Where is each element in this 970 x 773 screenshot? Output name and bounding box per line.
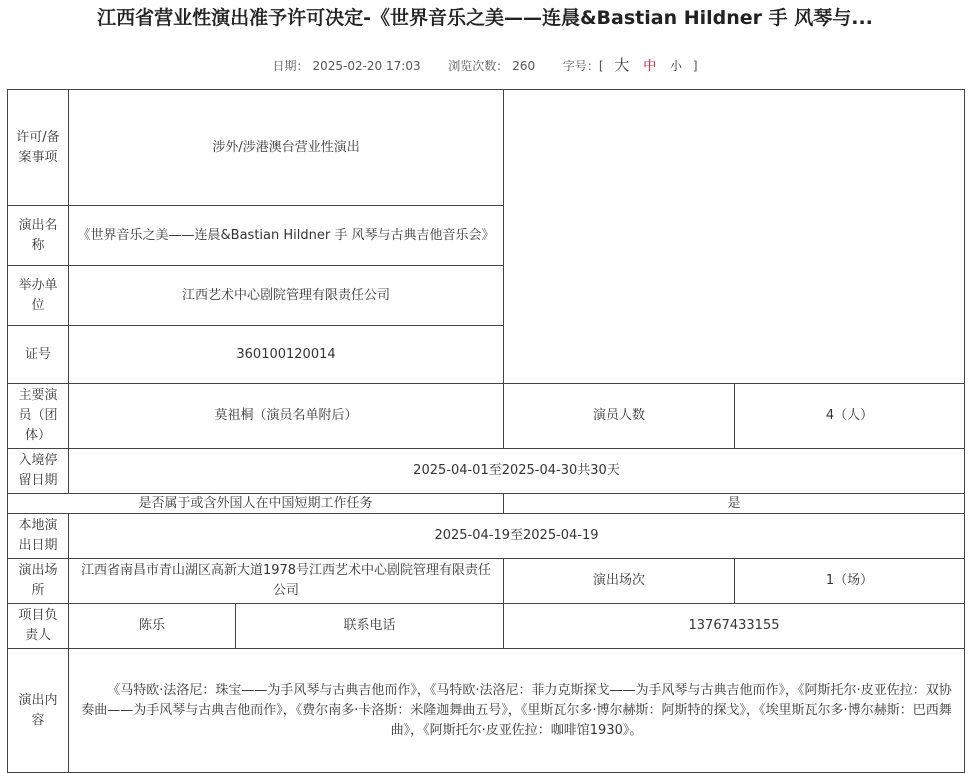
project-lead-value: 陈乐 bbox=[69, 604, 236, 649]
performer-count-value: 4（人） bbox=[735, 384, 965, 449]
table-row bbox=[8, 384, 965, 449]
organizer-value: 江西艺术中心剧院管理有限责任公司 bbox=[69, 266, 504, 326]
stay-period-label: 入境停留日期 bbox=[8, 449, 69, 494]
project-lead-label: 项目负责人 bbox=[8, 604, 69, 649]
certificate-value: 360100120014 bbox=[69, 326, 504, 384]
font-size-small-button[interactable]: 小 bbox=[670, 59, 683, 73]
organizer-label: 举办单位 bbox=[8, 266, 69, 326]
local-dates-value: 2025-04-19至2025-04-19 bbox=[69, 514, 965, 559]
permit-item-label: 许可/备案事项 bbox=[8, 90, 69, 206]
main-performers-label: 主要演员（团体） bbox=[8, 384, 69, 449]
performer-count-label: 演员人数 bbox=[504, 384, 735, 449]
table-row bbox=[8, 514, 965, 559]
main-performers-value: 莫祖桐（演员名单附后） bbox=[69, 384, 504, 449]
date-value: 2025-02-20 17:03 bbox=[312, 59, 421, 73]
show-count-label: 演出场次 bbox=[504, 559, 735, 604]
table-row bbox=[8, 604, 965, 649]
page-title: 江西省营业性演出准予许可决定-《世界音乐之美——连晨&Bastian Hildner 手 风琴与... bbox=[97, 7, 873, 29]
article-meta bbox=[0, 52, 970, 78]
font-size-label: 字号：[ bbox=[562, 59, 604, 73]
table-row bbox=[8, 494, 965, 514]
show-name-value: 《世界音乐之美——连晨&Bastian Hildner 手 风琴与古典吉他音乐会》 bbox=[69, 206, 504, 266]
content-label: 演出内容 bbox=[8, 649, 69, 773]
date-label: 日期： bbox=[272, 59, 309, 73]
font-size-close: ] bbox=[692, 59, 698, 73]
short-term-work-label: 是否属于或含外国人在中国短期工作任务 bbox=[8, 494, 504, 514]
certificate-label: 证号 bbox=[8, 326, 69, 384]
show-count-value: 1（场） bbox=[735, 559, 965, 604]
font-size-medium-button[interactable]: 中 bbox=[643, 59, 657, 74]
table-row bbox=[8, 649, 965, 773]
table-row bbox=[8, 90, 965, 206]
short-term-work-value: 是 bbox=[504, 494, 965, 514]
table-row bbox=[8, 449, 965, 494]
permit-item-value: 涉外/涉港澳台营业性演出 bbox=[69, 90, 504, 206]
content-value: 《马特欧·法洛尼：珠宝——为手风琴与古典吉他而作》，《马特欧·法洛尼：菲力克斯探戈——为手风琴与古典吉他而作》，《阿斯托尔·皮亚佐拉：双协奏曲——为手风琴与古典吉他而作》，《费尔南多·卡洛斯：米隆迦舞曲五号》，《里斯瓦尔多·博尔赫斯：阿斯特的探戈》，《埃里斯瓦尔多·博尔赫斯：巴西舞曲》，《阿斯托尔·皮亚佐拉：咖啡馆1930》。 bbox=[69, 649, 965, 773]
phone-value: 13767433155 bbox=[504, 604, 965, 649]
font-size-large-button[interactable]: 大 bbox=[614, 56, 630, 74]
venue-label: 演出场所 bbox=[8, 559, 69, 604]
photo-area bbox=[504, 90, 965, 384]
views-label: 浏览次数： bbox=[448, 59, 509, 73]
permit-info-table bbox=[7, 89, 965, 773]
show-name-label: 演出名称 bbox=[8, 206, 69, 266]
views-value: 260 bbox=[512, 59, 536, 73]
venue-value: 江西省南昌市青山湖区高新大道1978号江西艺术中心剧院管理有限责任公司 bbox=[69, 559, 504, 604]
local-dates-label: 本地演出日期 bbox=[8, 514, 69, 559]
stay-period-value: 2025-04-01至2025-04-30共30天 bbox=[69, 449, 965, 494]
phone-label: 联系电话 bbox=[236, 604, 504, 649]
table-row bbox=[8, 559, 965, 604]
